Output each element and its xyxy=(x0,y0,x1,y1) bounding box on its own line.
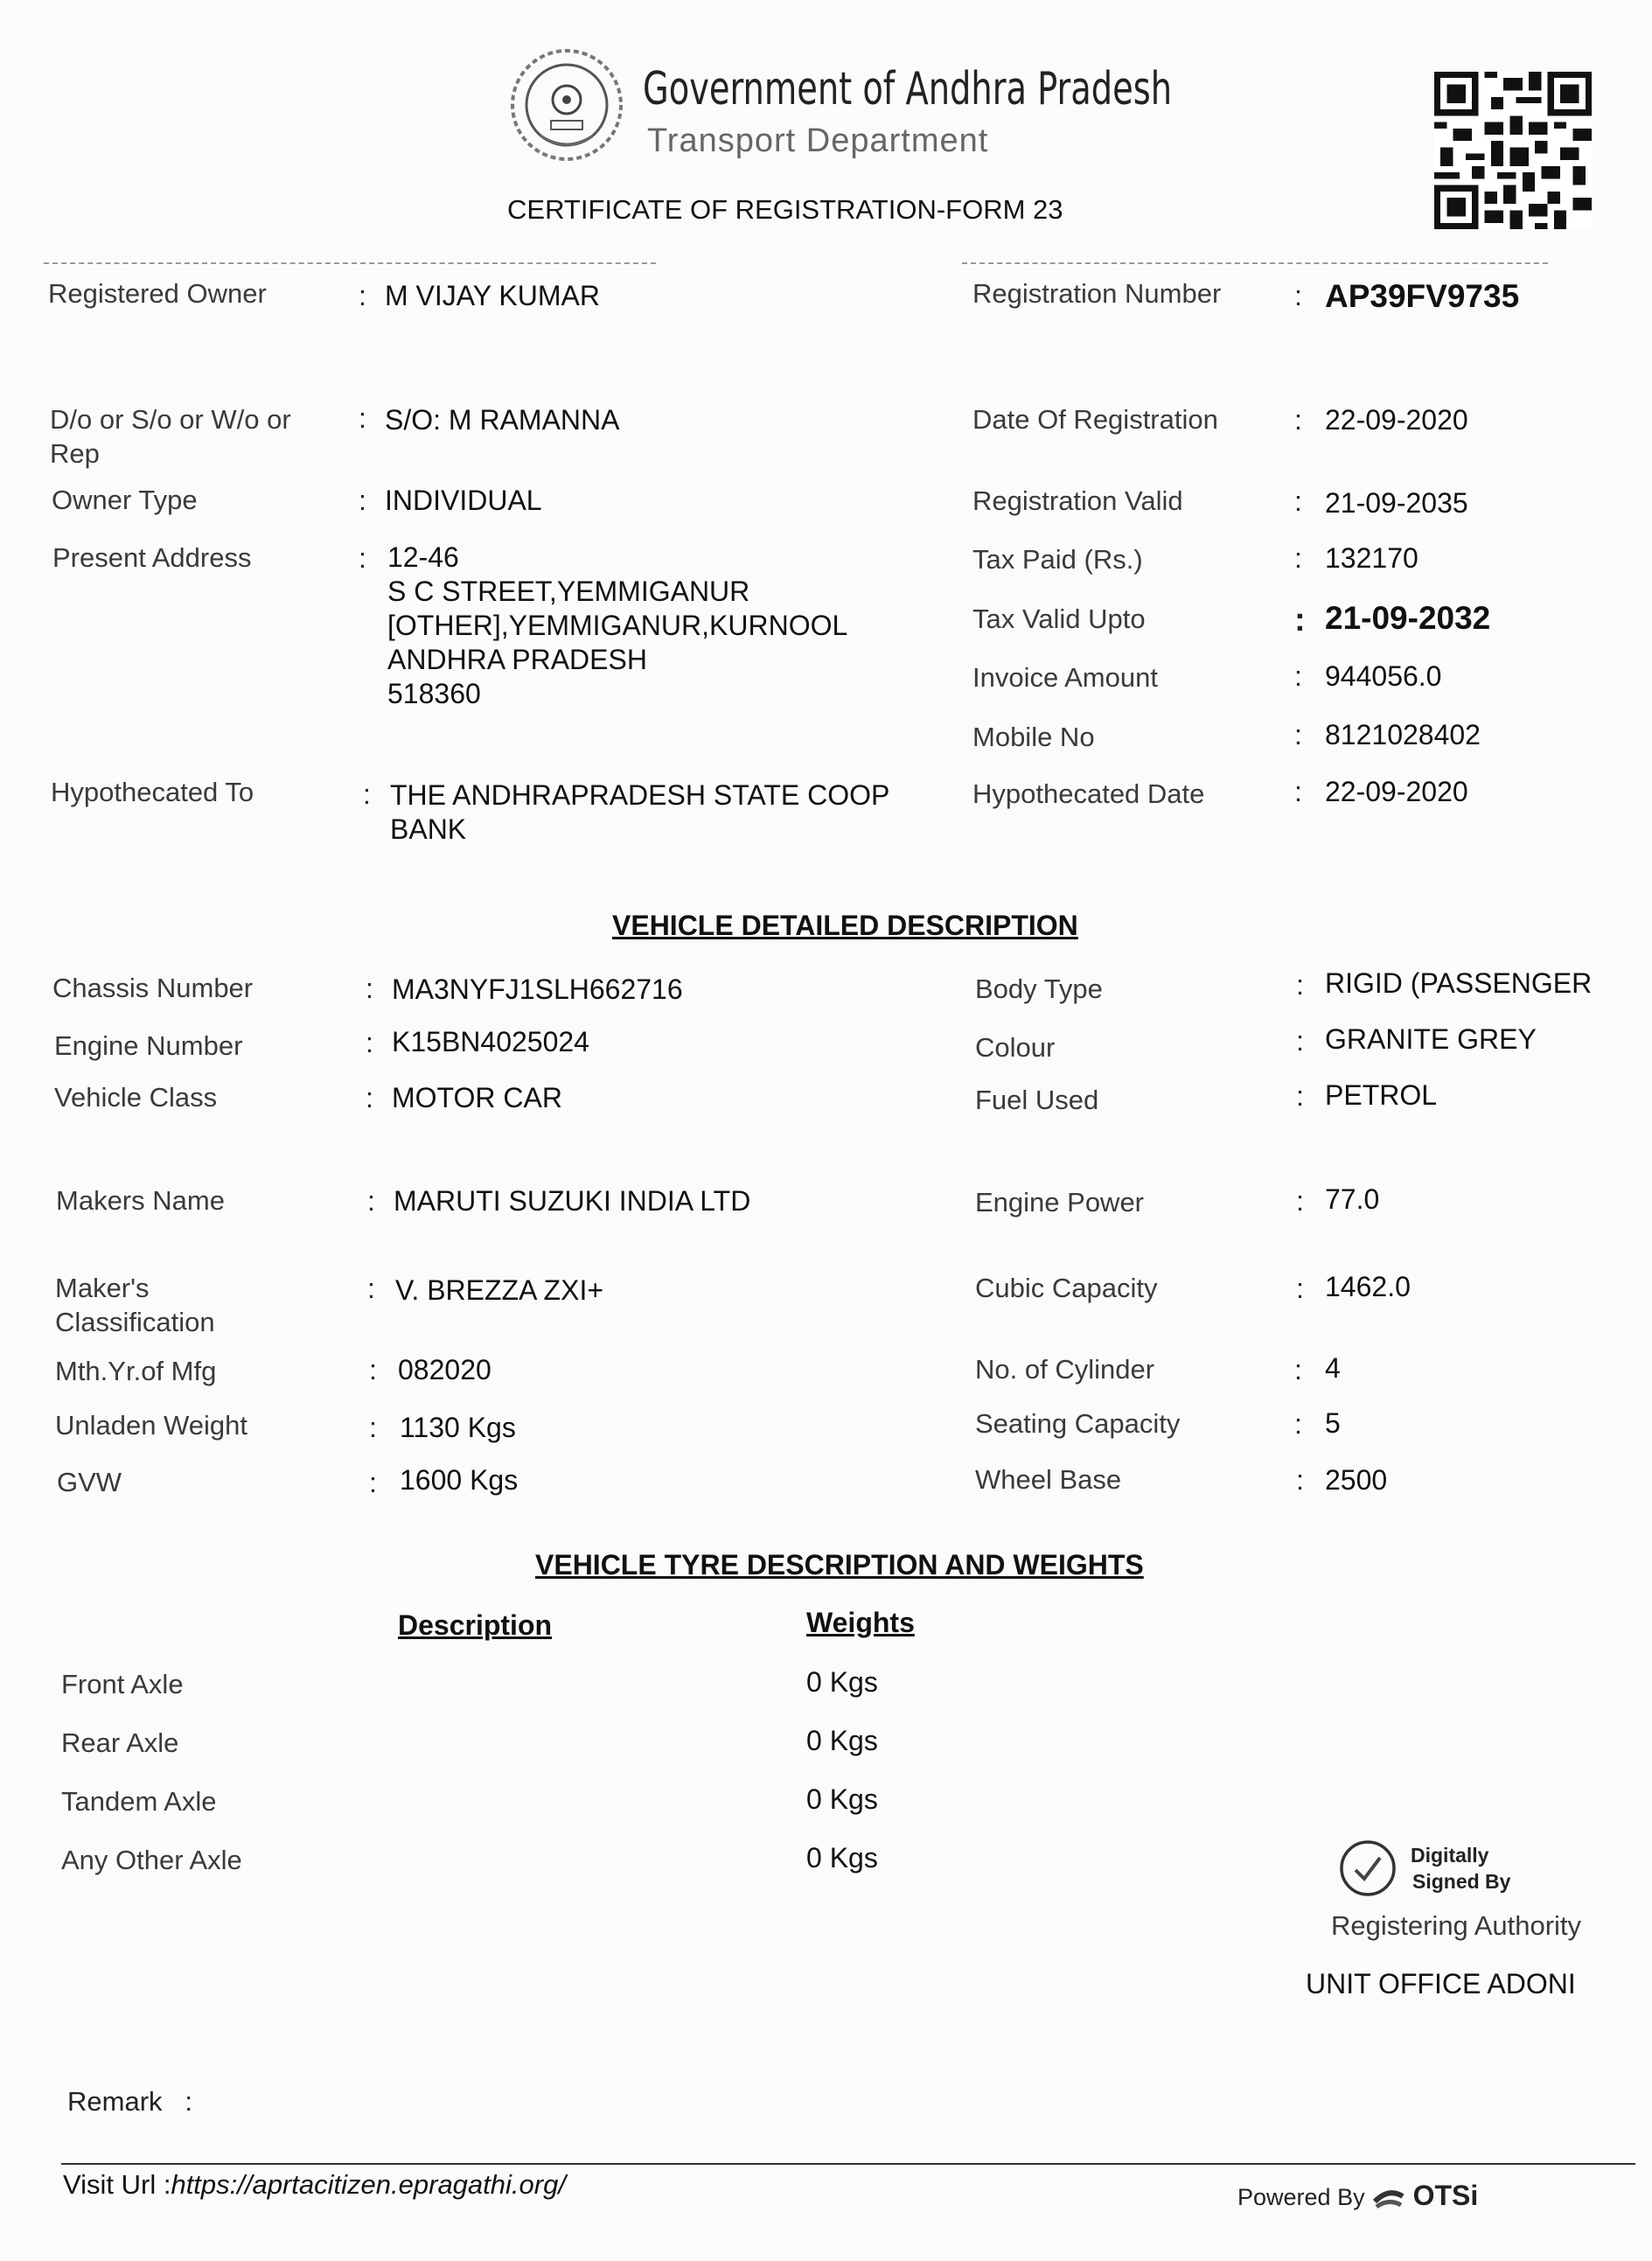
date-of-registration-label: Date Of Registration xyxy=(972,404,1218,435)
relation-label: D/o or S/o or W/o or Rep xyxy=(50,404,291,469)
registration-valid-label: Registration Valid xyxy=(972,485,1183,516)
powered-by-text: Powered By xyxy=(1237,2184,1365,2210)
signed-by-text: Signed By xyxy=(1412,1870,1511,1893)
colon: : xyxy=(1294,660,1302,692)
govt-title: Government of Andhra Pradesh xyxy=(643,63,1173,115)
hypothecated-to-value xyxy=(390,778,889,847)
registered-owner-label: Registered Owner xyxy=(48,278,267,309)
qr-code xyxy=(1434,72,1592,229)
colon: : xyxy=(366,1082,373,1113)
tyre-row-label: Rear Axle xyxy=(61,1727,179,1758)
vehicle-class-label: Vehicle Class xyxy=(54,1082,218,1113)
makers-classification-value: V. BREZZA ZXI+ xyxy=(395,1274,604,1306)
tyre-row-weight: 0 Kgs xyxy=(806,1783,878,1815)
wheel-base-label: Wheel Base xyxy=(975,1464,1122,1495)
colon: : xyxy=(1294,719,1302,750)
colon: : xyxy=(359,542,366,574)
colon: : xyxy=(1294,404,1302,436)
colon: : xyxy=(369,1412,377,1443)
registration-number-value: AP39FV9735 xyxy=(1325,278,1520,314)
colon: : xyxy=(1294,1354,1302,1385)
tyre-row-weight: 0 Kgs xyxy=(806,1842,878,1874)
cubic-capacity-label: Cubic Capacity xyxy=(975,1273,1158,1303)
owner-type-value: INDIVIDUAL xyxy=(385,485,542,516)
colon: : xyxy=(1296,969,1304,1001)
colon: : xyxy=(1294,485,1302,517)
fuel-used-label: Fuel Used xyxy=(975,1085,1099,1115)
colour-value: GRANITE GREY xyxy=(1325,1023,1537,1055)
address-label: Present Address xyxy=(52,542,252,573)
colon: : xyxy=(369,1467,377,1498)
mobile-no-label: Mobile No xyxy=(972,722,1095,752)
colon: : xyxy=(1294,602,1306,639)
date-of-registration-value: 22-09-2020 xyxy=(1325,404,1468,436)
vehicle-description-title: VEHICLE DETAILED DESCRIPTION xyxy=(612,910,1078,941)
address-line: 12-46 xyxy=(387,541,459,573)
unladen-weight-value: 1130 Kgs xyxy=(400,1412,516,1443)
seating-capacity-label: Seating Capacity xyxy=(975,1408,1181,1439)
digitally-text: Digitally xyxy=(1411,1844,1489,1867)
cylinder-value: 4 xyxy=(1325,1352,1341,1384)
otsi-text: OTSi xyxy=(1412,2180,1479,2211)
description-column-header: Description xyxy=(398,1609,553,1641)
registering-authority: Registering Authority xyxy=(1331,1910,1582,1941)
makers-name-value: MARUTI SUZUKI INDIA LTD xyxy=(394,1185,751,1217)
engine-power-value: 77.0 xyxy=(1325,1183,1380,1215)
weights-column-header: Weights xyxy=(806,1607,915,1638)
colon: : xyxy=(363,778,371,810)
engine-number-label: Engine Number xyxy=(54,1030,243,1061)
ap-emblem-icon xyxy=(505,44,628,166)
colon: : xyxy=(1296,1273,1304,1304)
colon: : xyxy=(1296,1025,1304,1057)
colon: : xyxy=(1294,776,1302,807)
address-line: S C STREET,YEMMIGANUR xyxy=(387,576,750,607)
wheel-base-value: 2500 xyxy=(1325,1464,1388,1496)
gvw-value: 1600 Kgs xyxy=(400,1464,519,1496)
tyre-row-label: Front Axle xyxy=(61,1669,184,1699)
tax-valid-upto-value: 21-09-2032 xyxy=(1325,600,1491,636)
header-divider-right xyxy=(962,262,1548,264)
tax-paid-value: 132170 xyxy=(1325,542,1418,574)
tyre-row-label: Tandem Axle xyxy=(61,1786,217,1817)
dept-title: Transport Department xyxy=(647,122,989,159)
owner-type-label: Owner Type xyxy=(52,485,198,515)
colon: : xyxy=(1296,1080,1304,1112)
colon: : xyxy=(366,973,373,1004)
hypothecated-date-label: Hypothecated Date xyxy=(972,778,1205,809)
vehicle-class-value: MOTOR CAR xyxy=(392,1082,562,1113)
makers-classification-label: Maker's Classification xyxy=(55,1273,215,1337)
footer-divider xyxy=(61,2163,1635,2165)
colon: : xyxy=(359,402,366,434)
visit-url-label: Visit Url : xyxy=(63,2169,171,2200)
registration-valid-value: 21-09-2035 xyxy=(1325,487,1468,519)
hypothecated-line: BANK xyxy=(390,813,467,845)
digital-signature-check-icon xyxy=(1338,1839,1398,1898)
colon: : xyxy=(366,1027,373,1058)
unit-office: UNIT OFFICE ADONI xyxy=(1306,1968,1576,1999)
engine-number-value: K15BN4025024 xyxy=(392,1026,589,1057)
fuel-used-value: PETROL xyxy=(1325,1079,1438,1111)
colon: : xyxy=(1296,1185,1304,1217)
tyre-row-weight: 0 Kgs xyxy=(806,1666,878,1698)
address-line: 518360 xyxy=(387,678,481,709)
chassis-number-label: Chassis Number xyxy=(52,973,254,1003)
cylinder-label: No. of Cylinder xyxy=(975,1354,1155,1385)
tax-paid-label: Tax Paid (Rs.) xyxy=(972,544,1143,575)
seating-capacity-value: 5 xyxy=(1325,1407,1341,1439)
mfg-value: 082020 xyxy=(398,1354,491,1385)
colour-label: Colour xyxy=(975,1032,1056,1063)
invoice-amount-label: Invoice Amount xyxy=(972,662,1158,693)
address-line: ANDHRA PRADESH xyxy=(387,644,647,675)
hypothecated-date-value: 22-09-2020 xyxy=(1325,776,1468,807)
colon: : xyxy=(1296,1464,1304,1496)
remark-label: Remark : xyxy=(67,2086,192,2117)
engine-power-label: Engine Power xyxy=(975,1187,1145,1218)
mobile-no-value: 8121028402 xyxy=(1325,719,1481,750)
relation-value: S/O: M RAMANNA xyxy=(385,404,620,436)
header-divider xyxy=(44,262,656,264)
body-type-value: RIGID (PASSENGER xyxy=(1325,967,1593,999)
cubic-capacity-value: 1462.0 xyxy=(1325,1271,1411,1302)
address-value xyxy=(387,541,847,711)
tyre-row-label: Any Other Axle xyxy=(61,1845,242,1875)
hypothecated-to-label: Hypothecated To xyxy=(51,777,254,807)
makers-name-label: Makers Name xyxy=(56,1185,225,1216)
address-line: [OTHER],YEMMIGANUR,KURNOOL xyxy=(387,610,848,641)
otsi-logo-icon xyxy=(1371,2184,1406,2214)
form-title: CERTIFICATE OF REGISTRATION-FORM 23 xyxy=(507,194,1063,225)
colon: : xyxy=(367,1185,375,1217)
registration-number-label: Registration Number xyxy=(972,278,1222,309)
invoice-amount-value: 944056.0 xyxy=(1325,660,1442,692)
mfg-label: Mth.Yr.of Mfg xyxy=(55,1356,217,1386)
colon: : xyxy=(369,1354,377,1385)
visit-url xyxy=(63,2169,566,2201)
colon: : xyxy=(1294,1408,1302,1440)
colon: : xyxy=(359,485,366,516)
unladen-weight-label: Unladen Weight xyxy=(55,1410,248,1441)
powered-by xyxy=(1237,2180,1478,2214)
tyre-row-weight: 0 Kgs xyxy=(806,1725,878,1756)
visit-url-link[interactable]: https://aprtacitizen.epragathi.org/ xyxy=(171,2169,566,2200)
remark-label-text: Remark xyxy=(67,2086,163,2117)
colon: : xyxy=(1294,280,1302,311)
colon: : xyxy=(367,1273,375,1304)
tax-valid-upto-label: Tax Valid Upto xyxy=(972,604,1146,634)
tyre-description-title: VEHICLE TYRE DESCRIPTION AND WEIGHTS xyxy=(535,1549,1144,1581)
hypothecated-line: THE ANDHRAPRADESH STATE COOP xyxy=(390,779,890,811)
colon: : xyxy=(1294,542,1302,574)
body-type-label: Body Type xyxy=(975,973,1103,1004)
gvw-label: GVW xyxy=(57,1467,122,1497)
chassis-number-value: MA3NYFJ1SLH662716 xyxy=(392,973,683,1005)
colon: : xyxy=(359,280,366,311)
registered-owner-value: M VIJAY KUMAR xyxy=(385,280,600,311)
